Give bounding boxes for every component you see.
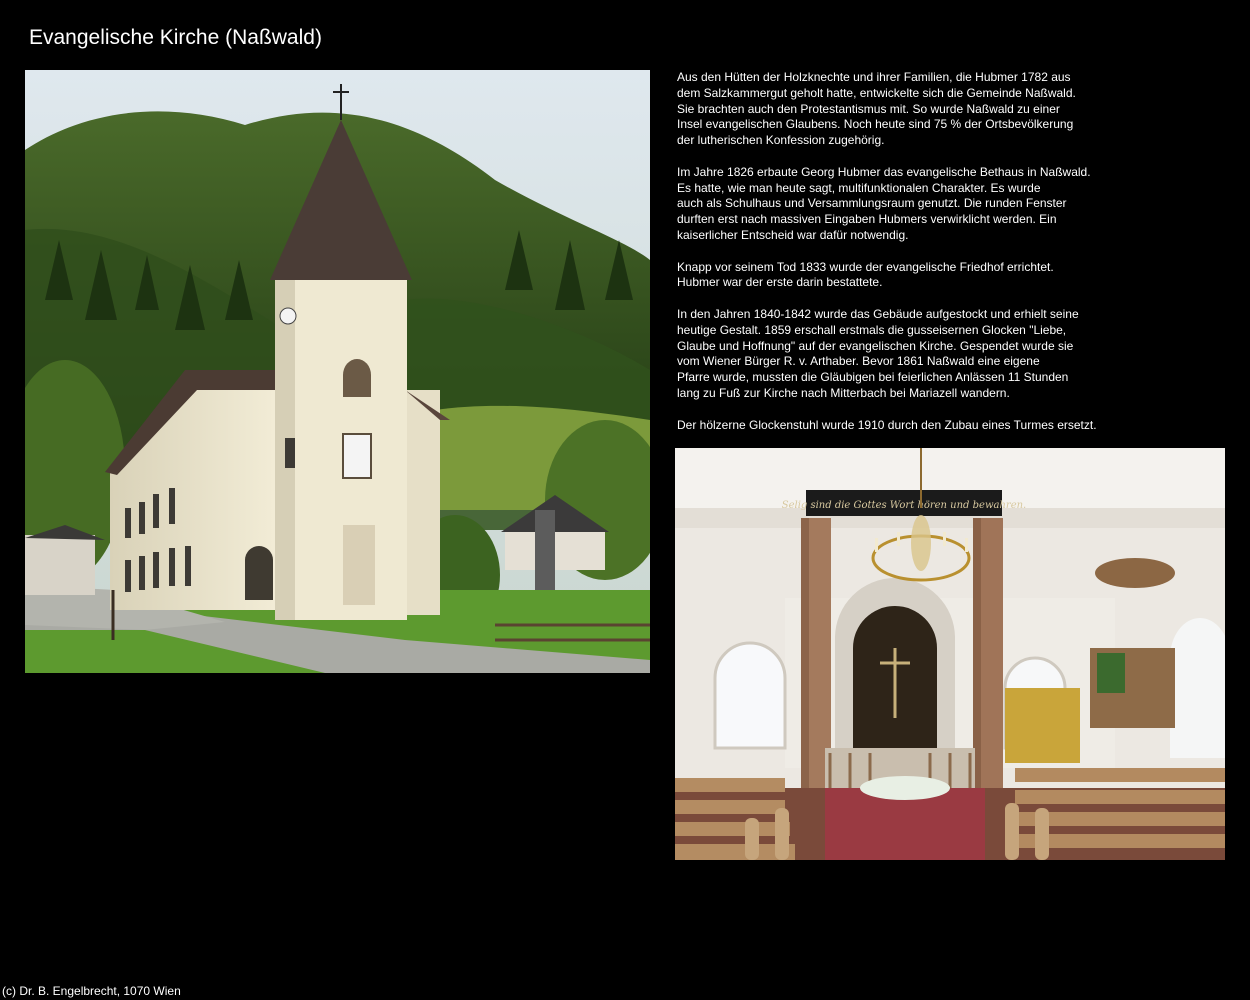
article-paragraph: Im Jahre 1826 erbaute Georg Hubmer das evangelische Bethaus in Naßwald. Es hatte, wie man heute sagt, multifunktionalen Charakter. Es wurde auch als Schulhaus und Versammlungsraum genutzt. Die runden Fenster durften erst nach massiven Eingaben Hubmers verwirklicht werden. Ein kaiserlicher Entscheid war dafür notwendig. <box>677 164 1091 242</box>
article-paragraph: In den Jahren 1840-1842 wurde das Gebäude aufgestockt und erhielt seine heutige Gestalt. 1859 erschall erstmals die gusseisernen Glocken "Liebe, Glaube und Hoffnung" auf der evangelischen Kirche. Gespendet wurde sie vom Wiener Bürger R. v. Arthaber. Bevor 1861 Naßwald eine eigene Pfarre wurde, mussten die Gläubigen bei feierlichen Anlässen 11 Stunden lang zu Fuß zur Kirche nach Mitterbach bei Mariazell wandern. <box>677 306 1079 400</box>
article-paragraph: Der hölzerne Glockenstuhl wurde 1910 durch den Zubau eines Turmes ersetzt. <box>677 417 1097 432</box>
church-exterior-photo[interactable] <box>25 70 650 673</box>
article-paragraph: Knapp vor seinem Tod 1833 wurde der evangelische Friedhof errichtet. Hubmer war der erste darin bestattete. <box>677 259 1054 290</box>
church-interior-image <box>675 448 1225 860</box>
article-text <box>677 70 1117 449</box>
interior-banner-text: Selig sind die Gottes Wort hören und bewahren. <box>781 500 1027 511</box>
page-title: Evangelische Kirche (Naßwald) <box>29 26 322 49</box>
article-paragraph: Aus den Hütten der Holzknechte und ihrer Familien, die Hubmer 1782 aus dem Salzkammergut geholt hatte, entwickelte sich die Gemeinde Naßwald. Sie brachten auch den Protestantismus mit. So wurde Naßwald zu einer Insel evangelischen Glaubens. Noch heute sind 75 % der Ortsbevölkerung der lutherischen Konfession zugehörig. <box>677 70 1076 148</box>
copyright-footer: (c) Dr. B. Engelbrecht, 1070 Wien <box>2 984 181 998</box>
church-interior-photo[interactable] <box>675 448 1225 860</box>
church-exterior-image <box>25 70 650 673</box>
